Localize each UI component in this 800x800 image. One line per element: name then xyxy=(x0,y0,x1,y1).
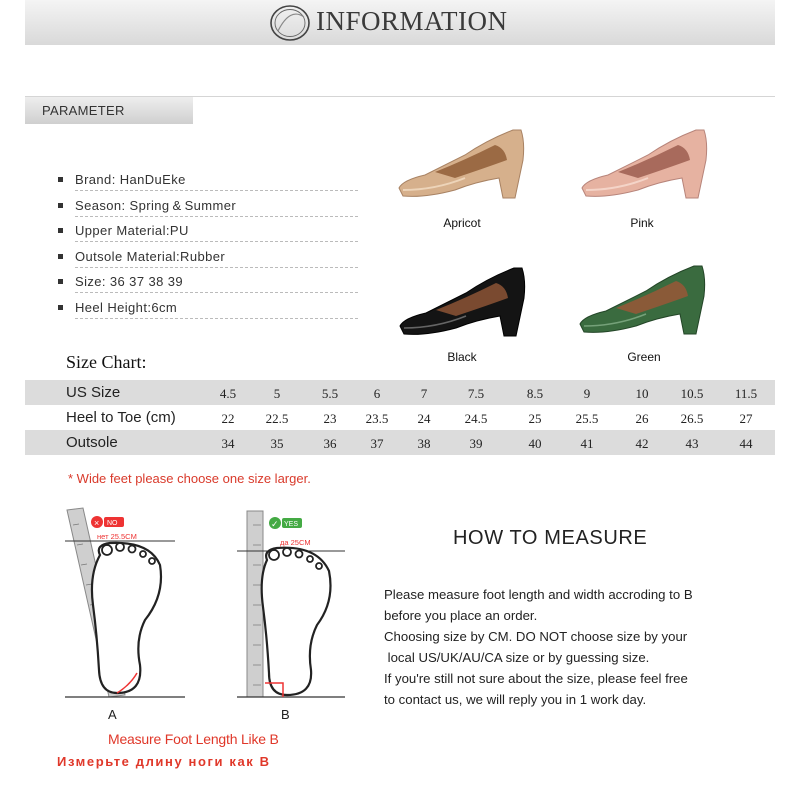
instruction-line: to contact us, we will reply you in 1 work day. xyxy=(384,692,647,707)
table-cell: 10 xyxy=(635,386,649,401)
instruction-line: local US/UK/AU/CA size or by guessing size. xyxy=(384,650,650,665)
foot-label-b: B xyxy=(281,707,290,722)
wide-feet-note: * Wide feet please choose one size larger. xyxy=(68,471,311,486)
table-cell: 23.5 xyxy=(365,411,389,426)
table-cell: 34 xyxy=(221,436,235,451)
table-cell: 5.5 xyxy=(321,386,339,401)
table-cell: 26 xyxy=(635,411,649,426)
size-row-heel-to-toe xyxy=(25,405,775,430)
table-cell: 24 xyxy=(417,411,431,426)
table-cell: 8.5 xyxy=(526,386,544,401)
dashed-divider xyxy=(75,241,358,242)
spec-text: Heel Height:6cm xyxy=(75,299,178,315)
table-cell: 38 xyxy=(417,436,431,451)
row-header: Outsole xyxy=(66,434,118,451)
size-chart-title: Size Chart: xyxy=(66,352,147,372)
foot-b-figure xyxy=(237,511,345,697)
badge-yes: YES xyxy=(284,521,299,528)
shoe-apricot-image[interactable] xyxy=(395,120,535,205)
spec-season xyxy=(58,196,358,222)
shoe-black-image[interactable] xyxy=(396,258,536,343)
table-cell: 41 xyxy=(580,436,594,451)
table-cell: 4.5 xyxy=(219,386,237,401)
instruction-line: before you place an order. xyxy=(384,608,538,623)
spec-text: Season: Spring & Summer xyxy=(75,197,237,213)
table-cell: 35 xyxy=(270,436,284,451)
instruction-line: If you're still not sure about the size, please feel free xyxy=(384,671,688,686)
shoe-label-green: Green xyxy=(627,350,661,364)
shoe-label-apricot: Apricot xyxy=(443,216,481,230)
size-row-outsole xyxy=(25,430,775,455)
dashed-divider xyxy=(75,318,358,319)
table-cell: 43 xyxy=(685,436,699,451)
spec-size xyxy=(58,272,358,298)
spec-text: Brand: HanDuEke xyxy=(75,172,186,187)
parameter-tab-label: PARAMETER xyxy=(42,103,125,118)
shoe-pink-image[interactable] xyxy=(578,120,718,205)
instruction-line: Choosing size by CM. DO NOT choose size by your xyxy=(384,629,688,644)
table-cell: 24.5 xyxy=(464,411,488,426)
circle-logo-icon xyxy=(268,3,312,43)
table-cell: 22 xyxy=(221,411,235,426)
spec-list xyxy=(58,170,358,324)
table-cell: 22.5 xyxy=(265,411,289,426)
spec-upper-material xyxy=(58,221,358,247)
information-title: INFORMATION xyxy=(316,6,508,36)
table-cell: 6 xyxy=(373,386,381,401)
table-cell: 25 xyxy=(528,411,542,426)
spec-text: Size: 36 37 38 39 xyxy=(75,274,183,290)
spec-brand xyxy=(58,170,358,196)
measure-caption-ru: Измерьте длину ноги как В xyxy=(57,754,271,769)
dashed-divider xyxy=(75,267,358,268)
foot-label-a: A xyxy=(108,707,117,722)
shoe-label-pink: Pink xyxy=(630,216,654,230)
parameter-tab xyxy=(25,97,193,124)
table-cell: 37 xyxy=(370,436,384,451)
dashed-divider xyxy=(75,292,358,293)
table-cell: 39 xyxy=(469,436,483,451)
table-cell: 23 xyxy=(323,411,337,426)
table-cell: 10.5 xyxy=(680,386,704,401)
table-cell: 11.5 xyxy=(734,386,758,401)
bullet-icon xyxy=(58,228,63,233)
table-cell: 26.5 xyxy=(680,411,704,426)
svg-text:✓: ✓ xyxy=(271,519,279,529)
foot-a-figure xyxy=(65,508,185,697)
spec-text: Upper Material:PU xyxy=(75,223,189,239)
foot-measure-illustration xyxy=(55,505,355,705)
dashed-divider xyxy=(75,216,358,217)
dashed-divider xyxy=(75,190,358,191)
size-row-us xyxy=(25,380,775,405)
bullet-icon xyxy=(58,177,63,182)
svg-text:×: × xyxy=(94,518,100,528)
table-cell: 7 xyxy=(420,386,428,401)
row-header: Heel to Toe (cm) xyxy=(66,409,176,426)
measure-a-text: нет 25.5CM xyxy=(97,532,137,541)
table-cell: 36 xyxy=(323,436,337,451)
table-cell: 7.5 xyxy=(467,386,485,401)
bullet-icon xyxy=(58,203,63,208)
bullet-icon xyxy=(58,254,63,259)
shoe-green-image[interactable] xyxy=(576,256,716,341)
spec-text: Outsole Material:Rubber xyxy=(75,248,226,264)
table-cell: 40 xyxy=(528,436,542,451)
table-cell: 44 xyxy=(739,436,753,451)
table-cell: 9 xyxy=(583,386,591,401)
instruction-line: Please measure foot length and width accroding to B xyxy=(384,587,693,602)
spec-outsole-material xyxy=(58,247,358,273)
measure-caption-en: Measure Foot Length Like B xyxy=(108,731,279,747)
table-cell: 25.5 xyxy=(575,411,599,426)
table-cell: 5 xyxy=(273,386,281,401)
how-to-measure-title: HOW TO MEASURE xyxy=(453,527,648,549)
size-chart-table xyxy=(25,380,775,455)
row-header: US Size xyxy=(66,384,121,401)
how-to-measure-text xyxy=(384,584,784,710)
spec-heel-height xyxy=(58,298,358,324)
bullet-icon xyxy=(58,279,63,284)
bullet-icon xyxy=(58,305,63,310)
measure-b-text: да 25CM xyxy=(280,538,311,547)
table-cell: 27 xyxy=(739,411,753,426)
table-cell: 42 xyxy=(635,436,649,451)
badge-no: NO xyxy=(107,520,118,527)
shoe-label-black: Black xyxy=(447,350,477,364)
